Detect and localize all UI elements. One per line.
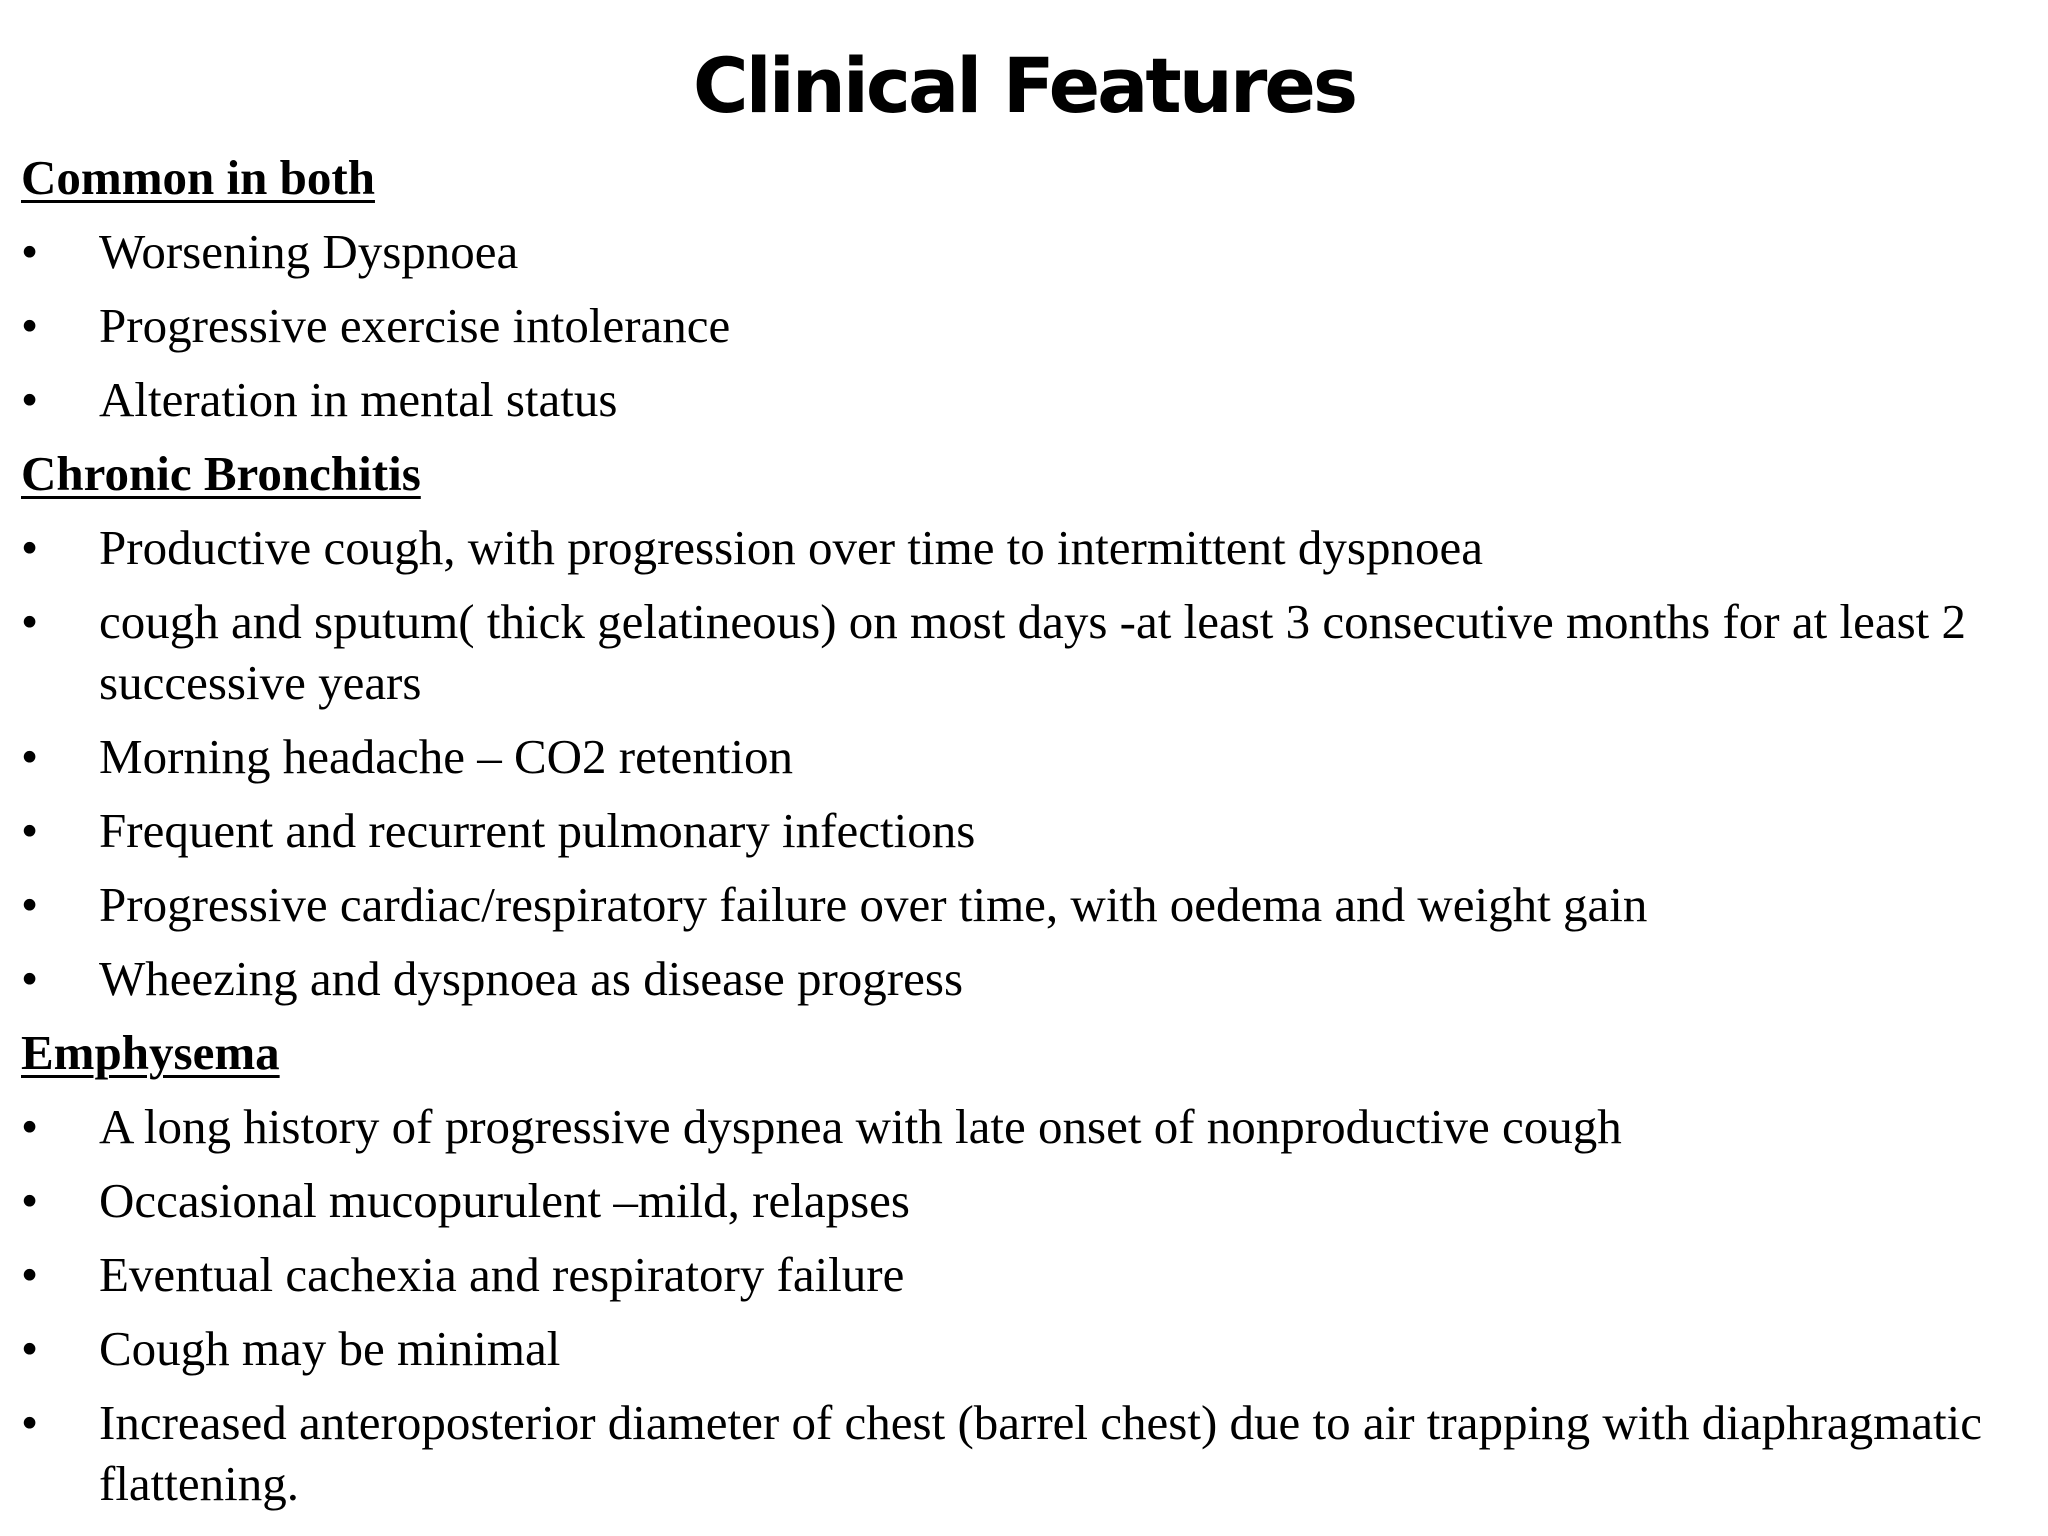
bullet-icon: • (21, 1247, 39, 1302)
bullet-icon: • (21, 951, 39, 1006)
list-item-text: cough and sputum( thick gelatineous) on most days -at least 3 consecutive months for at least 2 successive years (99, 594, 1967, 710)
section-heading: Common in both (21, 150, 375, 205)
list-item-text: Progressive cardiac/respiratory failure over time, with oedema and weight gain (99, 877, 1648, 932)
section-chronic-bronchitis (21, 443, 2031, 1022)
bullet-icon: • (21, 298, 39, 353)
section-emphysema (21, 1022, 2031, 1527)
section-common-in-both (21, 147, 2031, 443)
list-item (21, 1170, 2031, 1244)
bullet-icon: • (21, 1321, 39, 1376)
list-item-text: Occasional mucopurulent –mild, relapses (99, 1173, 910, 1228)
list-item (21, 1318, 2031, 1392)
bullet-icon: • (21, 877, 39, 932)
list-item (21, 1244, 2031, 1318)
list-item-text: Alteration in mental status (99, 372, 618, 427)
bullet-icon: • (21, 372, 39, 427)
section-heading: Emphysema (21, 1025, 280, 1080)
list-item (21, 221, 2031, 295)
list-item-text: Increased anteroposterior diameter of chest (barrel chest) due to air trapping with diaphragmatic flattening. (99, 1395, 1982, 1511)
list-item-text: Eventual cachexia and respiratory failure (99, 1247, 905, 1302)
list-item (21, 295, 2031, 369)
slide-content (21, 147, 2031, 1527)
bullet-icon: • (21, 1173, 39, 1228)
list-item-text: Frequent and recurrent pulmonary infections (99, 803, 976, 858)
list-item (21, 726, 2031, 800)
list-item-text: Morning headache – CO2 retention (99, 729, 793, 784)
list-item (21, 948, 2031, 1022)
bullet-icon: • (21, 1099, 39, 1154)
list-item (21, 874, 2031, 948)
list-item-text: Worsening Dyspnoea (99, 224, 519, 279)
list-item (21, 1392, 2031, 1527)
bullet-icon: • (21, 803, 39, 858)
section-heading: Chronic Bronchitis (21, 446, 421, 501)
bullet-icon: • (21, 594, 39, 649)
slide-title: Clinical Features (692, 41, 1356, 130)
list-item (21, 369, 2031, 443)
list-item-text: A long history of progressive dyspnea with late onset of nonproductive cough (99, 1099, 1622, 1154)
list-item-text: Productive cough, with progression over time to intermittent dyspnoea (99, 520, 1483, 575)
bullet-icon: • (21, 1395, 39, 1450)
bullet-icon: • (21, 729, 39, 784)
list-item-text: Cough may be minimal (99, 1321, 561, 1376)
list-item (21, 1096, 2031, 1170)
list-item (21, 591, 2031, 726)
list-item (21, 800, 2031, 874)
list-item-text: Wheezing and dyspnoea as disease progress (99, 951, 964, 1006)
list-item (21, 517, 2031, 591)
bullet-icon: • (21, 224, 39, 279)
bullet-icon: • (21, 520, 39, 575)
list-item-text: Progressive exercise intolerance (99, 298, 731, 353)
